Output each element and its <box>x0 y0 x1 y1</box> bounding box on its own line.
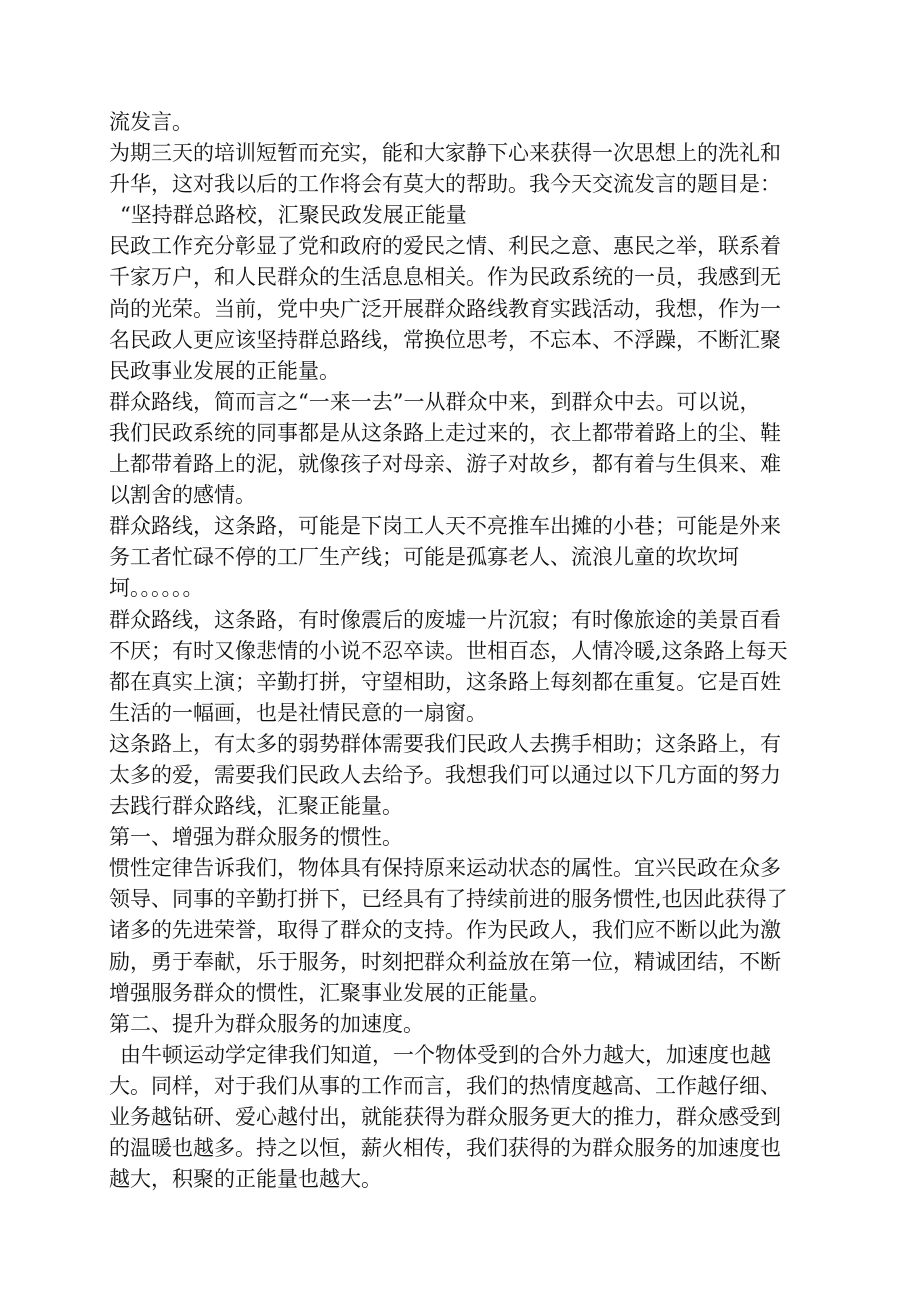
text-line: 群众路线，这条路，可能是下岗工人天不亮推车出摊的小巷；可能是外来 <box>109 514 781 539</box>
text-line: 领导、同事的辛勤打拼下，已经具有了持续前进的服务惯性,也因此获得了 <box>109 887 788 912</box>
text-line: 民政工作充分彰显了党和政府的爱民之情、利民之意、惠民之举，联系着 <box>109 234 781 259</box>
text-line: 尚的光荣。当前，党中央广泛开展群众路线教育实践活动，我想，作为一 <box>109 296 781 321</box>
document-body <box>109 107 809 1195</box>
text-line: 坷。。。。。。 <box>109 576 204 601</box>
text-line: 民政事业发展的正能量。 <box>109 358 340 383</box>
text-line: 增强服务群众的惯性，汇聚事业发展的正能量。 <box>109 980 550 1005</box>
text-line: 群众路线，这条路，有时像震后的废墟一片沉寂；有时像旅途的美景百看 <box>109 607 781 632</box>
text-line: 业务越钻研、爱心越付出，就能获得为群众服务更大的推力，群众感受到 <box>109 1105 781 1129</box>
text-line: 务工者忙碌不停的工厂生产线；可能是孤寡老人、流浪儿童的坎坎坷 <box>109 545 739 570</box>
text-line: 以割舍的感情。 <box>109 483 256 508</box>
text-line: 千家万户，和人民群众的生活息息相关。作为民政系统的一员，我感到无 <box>109 265 781 290</box>
text-line: 太多的爱，需要我们民政人去给予。我想我们可以通过以下几方面的努力 <box>109 762 781 787</box>
text-line: 惯性定律告诉我们，物体具有保持原来运动状态的属性。宜兴民政在众多 <box>109 856 781 881</box>
text-line: 这条路上，有太多的弱势群体需要我们民政人去携手相助；这条路上，有 <box>109 731 781 756</box>
text-line: 名民政人更应该坚持群总路线，常换位思考，不忘本、不浮躁，不断汇聚 <box>109 327 781 352</box>
text-line: 诸多的先进荣誉，取得了群众的支持。作为民政人，我们应不断以此为激 <box>109 918 781 943</box>
text-line: 都在真实上演；辛勤打拼，守望相助，这条路上每刻都在重复。它是百姓 <box>109 669 781 694</box>
text-line: 上都带着路上的泥，就像孩子对母亲、游子对故乡，都有着与生俱来、难 <box>109 452 781 477</box>
text-line: 为期三天的培训短暂而充实，能和大家静下心来获得一次思想上的洗礼和 <box>109 141 781 166</box>
text-line: 升华，这对我以后的工作将会有莫大的帮助。我今天交流发言的题目是： <box>109 172 781 197</box>
text-line: 生活的一幅画，也是社情民意的一扇窗。 <box>109 700 487 725</box>
section-heading-1: 第一、增强为群众服务的惯性。 <box>109 825 403 850</box>
text-line: 去践行群众路线，汇聚正能量。 <box>109 794 403 819</box>
text-line: 大。同样，对于我们从事的工作而言，我们的热情度越高、工作越仔细、 <box>109 1073 781 1098</box>
text-line: 由牛顿运动学定律我们知道，一个物体受到的合外力越大，加速度也越 <box>120 1042 771 1067</box>
text-line: 群众路线，简而言之“一来一去”一从群众中来，到群众中去。可以说， <box>109 389 761 414</box>
text-line: 越大，积聚的正能量也越大。 <box>109 1167 382 1192</box>
text-line: 我们民政系统的同事都是从这条路上走过来的，衣上都带着路上的尘、鞋 <box>109 420 781 445</box>
section-heading-2: 第二、提升为群众服务的加速度。 <box>109 1011 424 1036</box>
text-line: 不厌；有时又像悲情的小说不忍卒读。世相百态，人情冷暖,这条路上每天 <box>109 638 788 663</box>
text-line: 的温暖也越多。持之以恒，薪火相传，我们获得的为群众服务的加速度也 <box>109 1136 781 1161</box>
speech-title-line: “坚持群总路校，汇聚民政发展正能量 <box>120 203 467 228</box>
text-line: 流发言。 <box>109 110 193 134</box>
text-line: 励，勇于奉献，乐于服务，时刻把群众利益放在第一位，精诚团结，不断 <box>109 949 781 974</box>
